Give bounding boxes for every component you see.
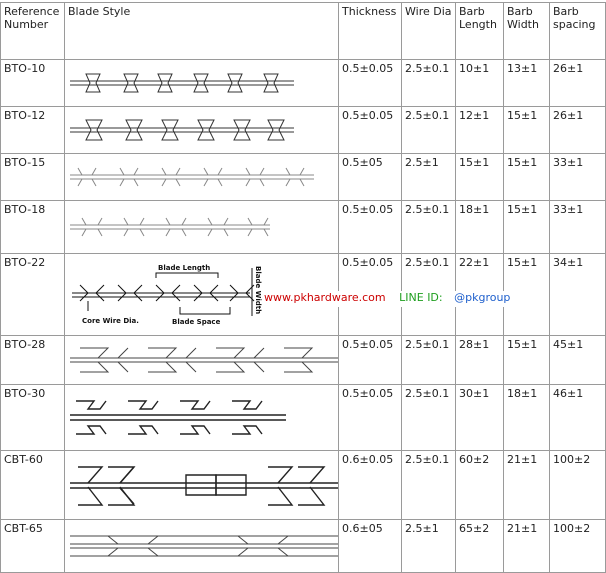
watermark-line-id: @pkgroup (454, 291, 511, 304)
ref-cell: BTO-28 (1, 336, 65, 385)
table-row (1, 336, 606, 385)
header-row (1, 3, 606, 60)
spec-table (0, 2, 606, 573)
cbt-65-blade-diagram (68, 522, 339, 570)
blade-diagram-cell (65, 60, 339, 107)
barb-width-cell: 21±1 (504, 520, 550, 573)
barb-spacing-cell: 26±1 (550, 107, 606, 154)
bto-15-blade-diagram (68, 156, 339, 198)
barb-spacing-cell: 33±1 (550, 154, 606, 201)
blade-diagram-cell (65, 520, 339, 573)
thickness-cell: 0.5±0.05 (339, 336, 402, 385)
ref-cell: CBT-60 (1, 451, 65, 520)
ref-cell: BTO-30 (1, 385, 65, 451)
watermark-site: www.pkhardware.com (264, 291, 386, 304)
barb-spacing-cell: 26±1 (550, 60, 606, 107)
barb-width-cell: 15±1 (504, 107, 550, 154)
thickness-cell: 0.5±0.05 (339, 385, 402, 451)
wire-dia-cell: 2.5±0.1 (402, 60, 456, 107)
blade-diagram-cell (65, 451, 339, 520)
blade-diagram-cell (65, 107, 339, 154)
ref-cell: BTO-10 (1, 60, 65, 107)
watermark-line-label: LINE ID: (399, 291, 443, 304)
barb-length-cell: 60±2 (456, 451, 504, 520)
barb-length-cell: 10±1 (456, 60, 504, 107)
barb-length-cell: 18±1 (456, 201, 504, 254)
barb-spacing-cell: 46±1 (550, 385, 606, 451)
blade-diagram-cell (65, 154, 339, 201)
header-thickness: Thickness (339, 3, 402, 60)
barb-spacing-cell: 100±2 (550, 520, 606, 573)
header-ref: Reference Number (1, 3, 65, 60)
table-row (1, 385, 606, 451)
header-blade-style: Blade Style (65, 3, 339, 60)
header-barb-length: Barb Length (456, 3, 504, 60)
thickness-cell: 0.5±0.05 (339, 254, 402, 336)
barb-width-cell: 15±1 (504, 254, 550, 336)
wire-dia-cell: 2.5±0.1 (402, 254, 456, 336)
blade-width-label: Blade Width (254, 266, 262, 315)
table-row (1, 154, 606, 201)
blade-length-label: Blade Length (158, 264, 211, 272)
barb-length-cell: 28±1 (456, 336, 504, 385)
barb-length-cell: 15±1 (456, 154, 504, 201)
barb-width-cell: 18±1 (504, 385, 550, 451)
barb-width-cell: 15±1 (504, 336, 550, 385)
barb-width-cell: 15±1 (504, 201, 550, 254)
barb-spacing-cell: 33±1 (550, 201, 606, 254)
wire-dia-cell: 2.5±1 (402, 154, 456, 201)
bto-30-blade-diagram (68, 387, 339, 448)
ref-cell: BTO-22 (1, 254, 65, 336)
barb-length-cell: 65±2 (456, 520, 504, 573)
wire-dia-cell: 2.5±0.1 (402, 451, 456, 520)
thickness-cell: 0.5±0.05 (339, 107, 402, 154)
table-row (1, 201, 606, 254)
barb-length-cell: 22±1 (456, 254, 504, 336)
wire-dia-cell: 2.5±0.1 (402, 201, 456, 254)
blade-diagram-cell (65, 336, 339, 385)
cbt-60-blade-diagram (68, 453, 339, 517)
thickness-cell: 0.5±0.05 (339, 60, 402, 107)
thickness-cell: 0.6±05 (339, 520, 402, 573)
wire-dia-cell: 2.5±0.1 (402, 107, 456, 154)
wire-dia-cell: 2.5±0.1 (402, 385, 456, 451)
barb-length-cell: 30±1 (456, 385, 504, 451)
bto-28-blade-diagram (68, 338, 339, 382)
table-row (1, 107, 606, 154)
bto-10-blade-diagram (68, 62, 339, 104)
header-barb-spacing: Barb spacing (550, 3, 606, 60)
ref-cell: CBT-65 (1, 520, 65, 573)
barb-spacing-cell: 100±2 (550, 451, 606, 520)
core-wire-label: Core Wire Dia. (82, 317, 139, 325)
blade-space-label: Blade Space (172, 318, 221, 326)
wire-dia-cell: 2.5±1 (402, 520, 456, 573)
bto-18-blade-diagram (68, 203, 339, 251)
thickness-cell: 0.5±0.05 (339, 201, 402, 254)
ref-cell: BTO-12 (1, 107, 65, 154)
thickness-cell: 0.5±05 (339, 154, 402, 201)
wire-dia-cell: 2.5±0.1 (402, 336, 456, 385)
bto-12-blade-diagram (68, 109, 339, 151)
barb-width-cell: 13±1 (504, 60, 550, 107)
header-wire-dia: Wire Dia (402, 3, 456, 60)
barb-width-cell: 15±1 (504, 154, 550, 201)
watermark-banner (264, 291, 544, 307)
barb-spacing-cell: 34±1 (550, 254, 606, 336)
ref-cell: BTO-15 (1, 154, 65, 201)
barb-width-cell: 21±1 (504, 451, 550, 520)
table-row (1, 520, 606, 573)
blade-diagram-cell (65, 385, 339, 451)
barb-length-cell: 12±1 (456, 107, 504, 154)
header-barb-width: Barb Width (504, 3, 550, 60)
table-row (1, 60, 606, 107)
table-row (1, 451, 606, 520)
thickness-cell: 0.6±0.05 (339, 451, 402, 520)
barb-spacing-cell: 45±1 (550, 336, 606, 385)
blade-diagram-cell (65, 201, 339, 254)
ref-cell: BTO-18 (1, 201, 65, 254)
